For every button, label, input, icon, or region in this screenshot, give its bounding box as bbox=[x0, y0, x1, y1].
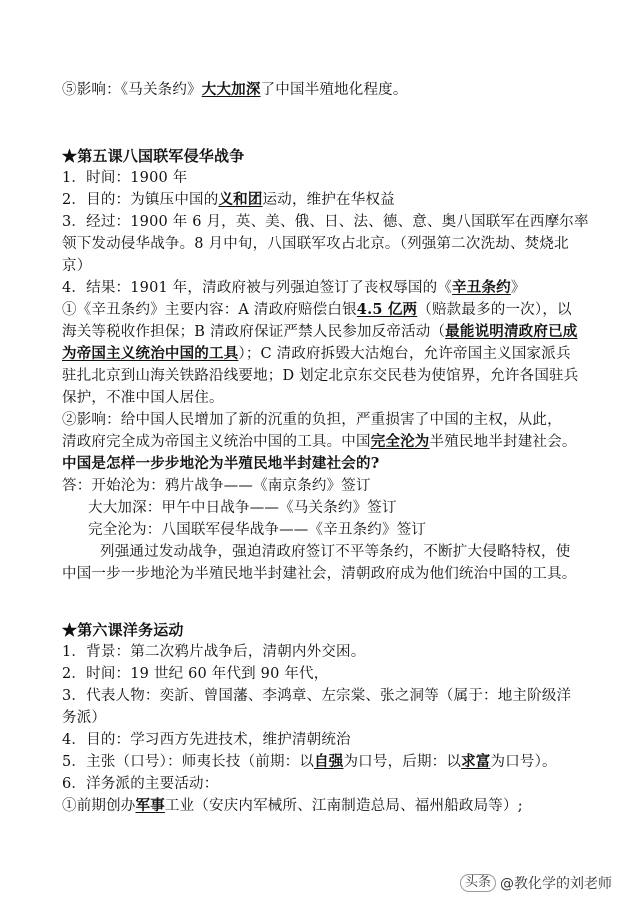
impact-line: ⑤影响：《马关条约》大大加深了中国半殖地化程度。 bbox=[62, 81, 408, 98]
lesson5-process-2: 领下发动侵华战争。8 月中旬，八国联军攻占北京。（列强第二次洗劫、焚烧北 bbox=[62, 236, 569, 252]
lesson5-purpose: 2．目的：为镇压中国的义和团运动，维护在华权益 bbox=[62, 191, 395, 208]
answer-5: 中国一步一步地沦为半殖民地半封建社会，清朝政府成为他们统治中国的工具。 bbox=[62, 566, 577, 582]
lesson5-process-1: 3．经过：1900 年 6 月，英、美、俄、日、法、德、意、奥八国联军在西摩尔率 bbox=[62, 214, 589, 230]
lesson6-slogan: 5．主张（口号）：师夷长技（前期：以自强为口号，后期：以求富为口号）。 bbox=[62, 753, 557, 770]
answer-4: 列强通过发动战争，强迫清政府签订不平等条约，不断扩大侵略特权，使 bbox=[100, 544, 571, 560]
treaty-content-2: 海关等税收作担保；B 清政府保证严禁人民参加反帝活动（最能说明清政府已成 bbox=[62, 323, 578, 340]
treaty-content-1: ①《辛丑条约》主要内容：A 清政府赔偿白银4.5 亿两（赔款最多的一次），以 bbox=[62, 301, 572, 318]
lesson5-time: 1．时间：1900 年 bbox=[62, 170, 188, 186]
treaty-impact-1: ②影响：给中国人民增加了新的沉重的负担，严重损害了中国的主权，从此， bbox=[62, 412, 562, 428]
lesson6-military-industry: ①前期创办军事工业（安庆内军械所、江南制造总局、福州船政局等）; bbox=[62, 797, 523, 814]
toutiao-logo: 头条 bbox=[460, 874, 496, 892]
lesson5-heading: ★第五课八国联军侵华战争 bbox=[62, 147, 245, 165]
lesson5-result: 4．结果：1901 年，清政府被与列强迫签订了丧权辱国的《辛丑条约》 bbox=[62, 279, 526, 296]
watermark bbox=[460, 873, 612, 893]
lesson6-figures-2: 务派） bbox=[62, 710, 107, 726]
watermark-text: @教化学的刘老师 bbox=[500, 876, 612, 892]
lesson6-background: 1．背景：第二次鸦片战争后，清朝内外交困。 bbox=[62, 644, 366, 660]
question: 中国是怎样一步步地沦为半殖民地半封建社会的? bbox=[62, 455, 380, 472]
lesson6-time: 2．时间：19 世纪 60 年代到 90 年代， bbox=[62, 666, 329, 682]
treaty-impact-2: 清政府完全成为帝国主义统治中国的工具。中国完全沦为半殖民地半封建社会。 bbox=[62, 433, 577, 450]
lesson5-process-3: 京） bbox=[62, 258, 92, 274]
treaty-content-4: 驻扎北京到山海关铁路沿线要地；D 划定北京东交民巷为使馆界，允许各国驻兵 bbox=[62, 368, 579, 384]
lesson6-figures-1: 3．代表人物：奕訢、曾国藩、李鸿章、左宗棠、张之洞等（属于：地主阶级洋 bbox=[62, 688, 572, 704]
lesson6-activities: 6．洋务派的主要活动： bbox=[62, 776, 219, 792]
lesson6-purpose: 4．目的：学习西方先进技术，维护清朝统治 bbox=[62, 732, 351, 748]
lesson6-heading: ★第六课洋务运动 bbox=[62, 621, 184, 639]
treaty-content-3: 为帝国主义统治中国的工具）；C 清政府拆毁大沽炮台，允许帝国主义国家派兵 bbox=[62, 345, 571, 362]
answer-1: 答：开始沦为：鸦片战争——《南京条约》签订 bbox=[62, 478, 371, 494]
answer-2: 大大加深：甲午中日战争——《马关条约》签订 bbox=[88, 500, 397, 516]
treaty-content-5: 保护，不准中国人居住。 bbox=[62, 390, 224, 406]
answer-3: 完全沦为：八国联军侵华战争——《辛丑条约》签订 bbox=[88, 522, 427, 538]
